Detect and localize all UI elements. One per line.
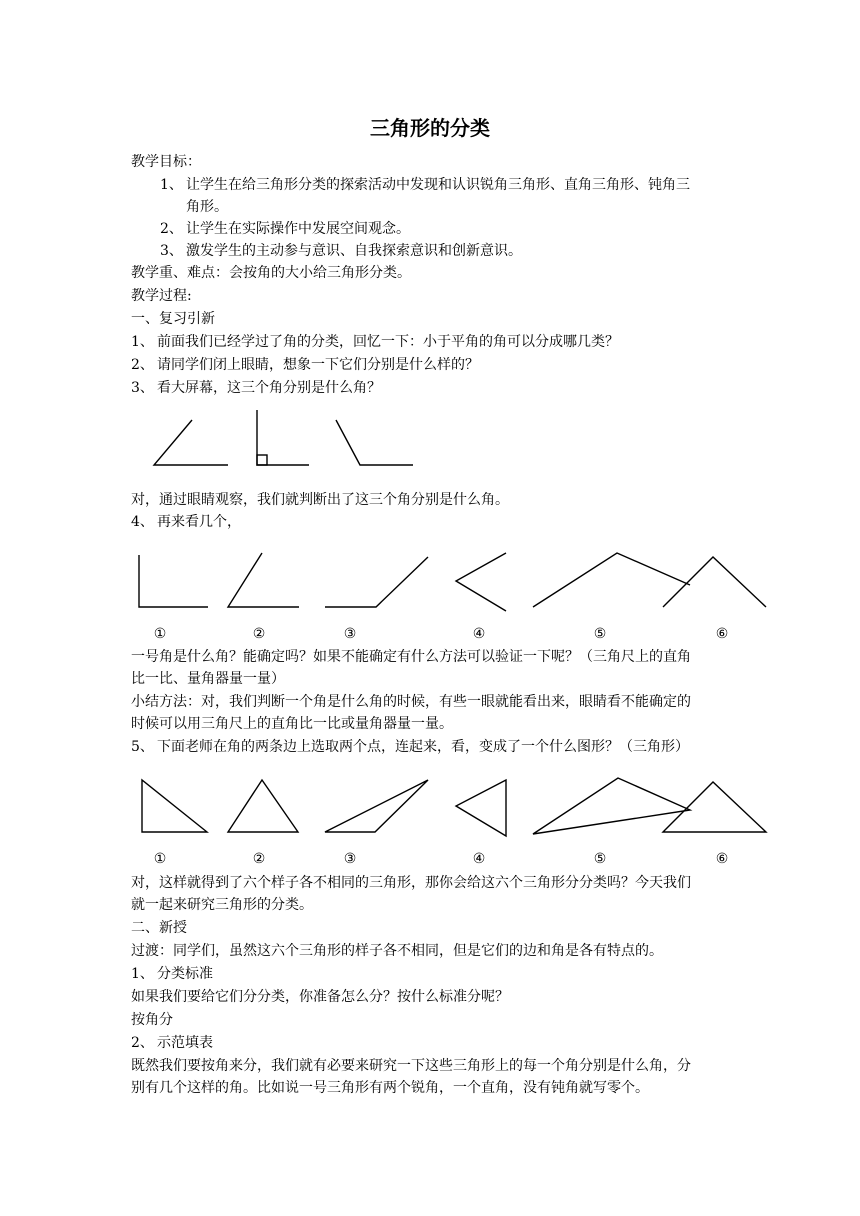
angle-5 [533,553,690,607]
triangle-label-5: ⑤ [593,851,607,867]
angle-1 [139,555,208,607]
triangle-label-3: ③ [343,851,357,867]
triangle-1 [142,780,207,832]
review-3-text: 看大屏幕，这三个角分别是什么角？ [157,380,381,396]
item-5-num: 5、 [131,739,154,755]
triangle-label-2: ② [252,851,266,867]
page-title: 三角形的分类 [370,116,490,140]
by-angle-text: 按角分 [131,1012,173,1028]
section-new-heading: 二、新授 [131,920,187,936]
item-4-text: 再来看几个， [157,514,241,530]
angle-2 [228,553,299,607]
triangle-label-6: ⑥ [715,851,729,867]
triangle-label-4: ④ [472,851,486,867]
review-2-text: 请同学们闭上眼睛，想象一下它们分别是什么样的？ [157,357,479,373]
classify-question: 如果我们要给它们分分类，你准备怎么分？按什么标准分呢？ [131,989,509,1005]
acute-angle [154,420,228,465]
right-angle [257,410,309,465]
triangle-6 [663,782,766,832]
section-review-heading: 一、复习引新 [131,311,215,327]
final-line2: 别有几个这样的角。比如说一号三角形有两个锐角，一个直角，没有钝角就写零个。 [131,1080,649,1096]
review-1-text: 前面我们已经学过了角的分类，回忆一下：小于平角的角可以分成哪几类？ [157,334,619,350]
after-triangles-line2: 就一起来研究三角形的分类。 [131,897,313,913]
angle-label-6: ⑥ [715,626,729,642]
item-5-text: 下面老师在角的两条边上选取两个点，连起来，看，变成了一个什么图形？（三角形） [157,739,689,755]
obtuse-angle [336,420,413,465]
angle-label-2: ② [252,626,266,642]
goal-1-num: 1、 [160,177,183,193]
item-4-num: 4、 [131,514,154,530]
summary-line1: 小结方法：对，我们判断一个角是什么角的时候，有些一眼就能看出来，眼睛看不能确定的 [131,694,691,710]
goal-2-text: 让学生在实际操作中发展空间观念。 [186,221,410,237]
new-item-1-num: 1、 [131,966,154,982]
right-angle-mark [257,455,267,465]
question-1-line2: 比一比、量角器量一量） [131,671,285,687]
angle-4 [456,553,506,611]
goal-1-line1: 让学生在给三角形分类的探索活动中发现和认识锐角三角形、直角三角形、钝角三 [186,177,690,193]
triangle-4 [456,780,506,836]
review-2-num: 2、 [131,357,154,373]
goal-3-num: 3、 [160,243,183,259]
goal-1-line2: 角形。 [186,199,228,215]
three-angles-figure [0,400,860,475]
review-3-num: 3、 [131,380,154,396]
angle-label-4: ④ [472,626,486,642]
process-heading: 教学过程: [131,288,192,304]
new-item-2-text: 示范填表 [157,1035,213,1051]
after-triangles-line1: 对，这样就得到了六个样子各不相同的三角形，那你会给这六个三角形分分类吗？今天我们 [131,875,691,891]
six-triangles-figure [0,770,860,840]
new-item-2-num: 2、 [131,1035,154,1051]
question-1-line1: 一号角是什么角？能确定吗？如果不能确定有什么方法可以验证一下呢？（三角尺上的直角 [131,649,691,665]
triangle-label-1: ① [153,851,167,867]
triangle-5 [533,778,690,834]
key-points: 教学重、难点：会按角的大小给三角形分类。 [131,265,411,281]
angle-label-3: ③ [343,626,357,642]
angle-label-5: ⑤ [593,626,607,642]
angle-label-1: ① [153,626,167,642]
after-angles-text: 对，通过眼睛观察，我们就判断出了这三个角分别是什么角。 [131,492,509,508]
new-item-1-text: 分类标准 [157,966,213,982]
triangle-3 [325,780,428,832]
angle-6 [663,557,766,607]
six-angles-figure [0,545,860,615]
final-line1: 既然我们要按角来分，我们就有必要来研究一下这些三角形上的每一个角分别是什么角，分 [131,1058,691,1074]
angle-3 [325,557,428,607]
summary-line2: 时候可以用三角尺上的直角比一比或量角器量一量。 [131,716,453,732]
goal-2-num: 2、 [160,221,183,237]
goal-3-text: 激发学生的主动参与意识、自我探索意识和创新意识。 [186,243,522,259]
review-1-num: 1、 [131,334,154,350]
goals-heading: 教学目标： [131,154,201,170]
transition-text: 过渡：同学们，虽然这六个三角形的样子各不相同，但是它们的边和角是各有特点的。 [131,943,663,959]
triangle-2 [228,780,298,832]
